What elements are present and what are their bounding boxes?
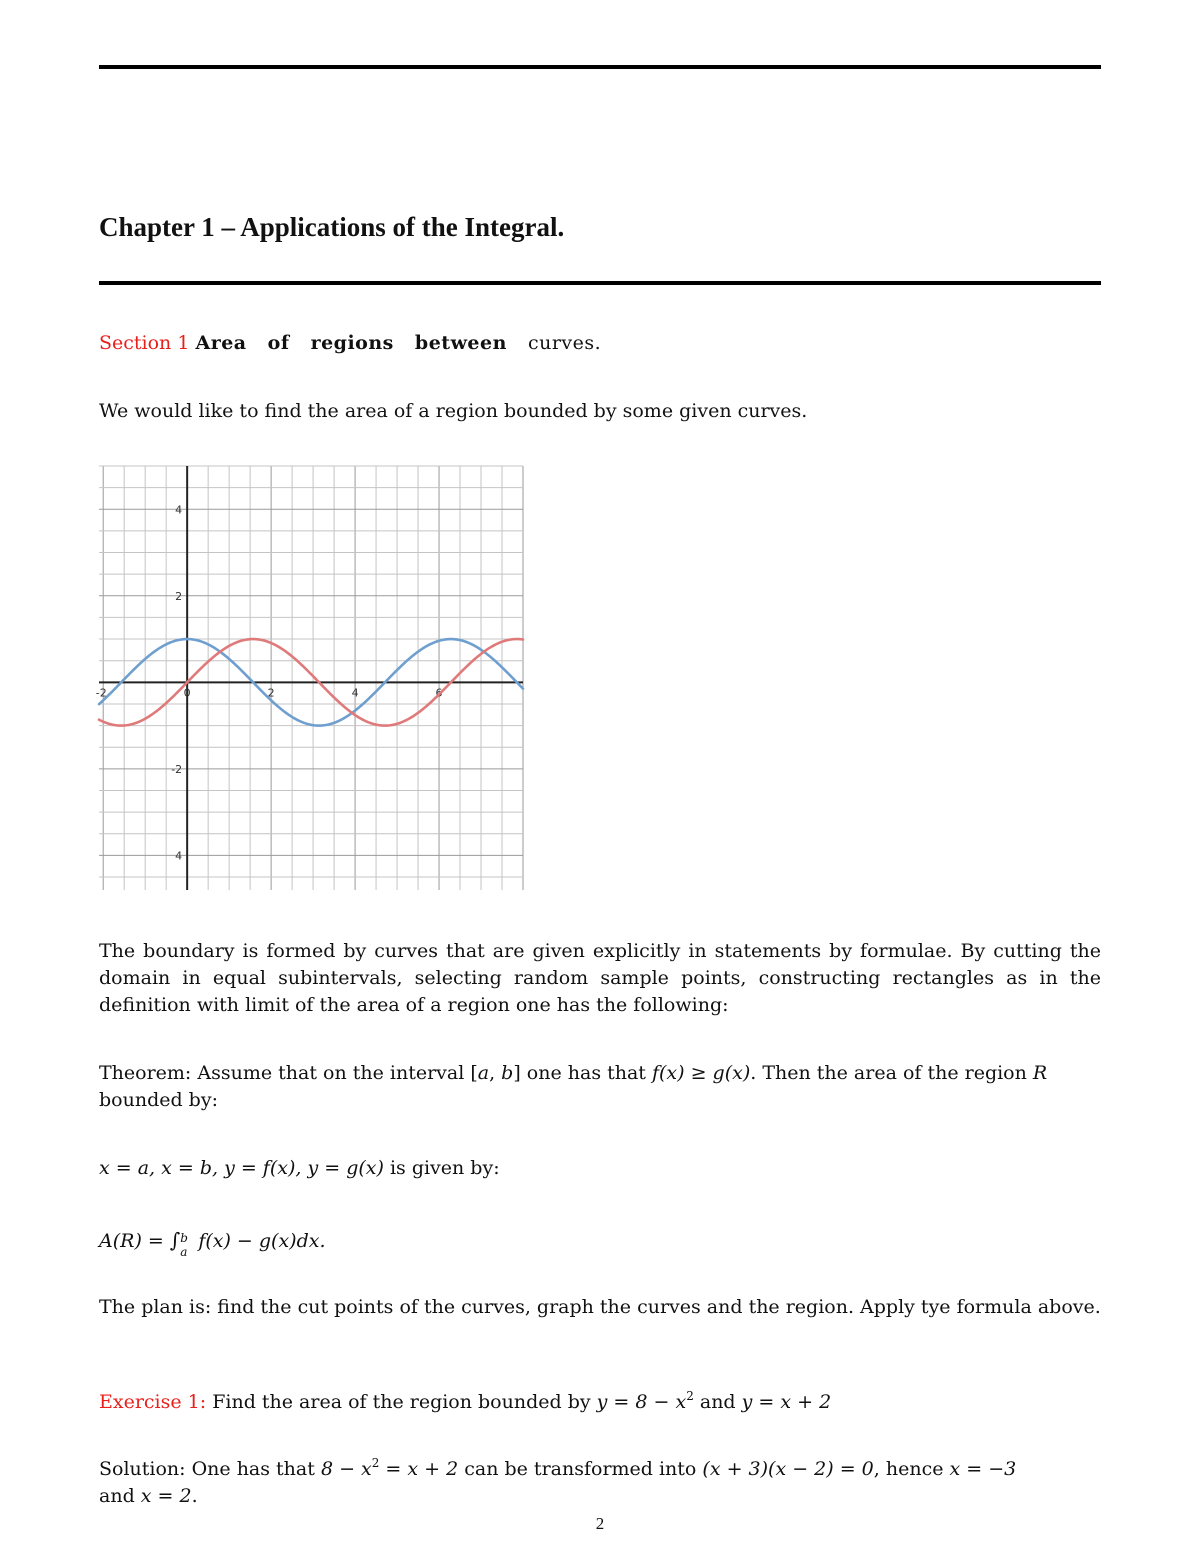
exercise-label: Exercise 1: bbox=[99, 1391, 207, 1413]
solution-equation: 8 − x bbox=[320, 1458, 372, 1480]
chapter-title: Chapter 1 – Applications of the Integral. bbox=[99, 212, 565, 242]
x-tick-label: 2 bbox=[267, 686, 275, 700]
theorem-text: ] one has that bbox=[513, 1062, 652, 1084]
intro-paragraph: We would like to find the area of a region bounded by some given curves. bbox=[99, 400, 808, 422]
section-title-word: regions bbox=[310, 332, 394, 354]
solution-equation: = x + 2 bbox=[379, 1458, 459, 1480]
x-tick-label: 0 bbox=[183, 686, 191, 700]
theorem-paragraph bbox=[99, 1060, 1101, 1114]
theorem-text: bounded by: bbox=[99, 1089, 218, 1111]
section-title-word: Area bbox=[195, 332, 247, 354]
page-number: 2 bbox=[595, 1514, 605, 1533]
section-title-word: curves. bbox=[527, 332, 602, 354]
bounds-equations: x = a, x = b, y = f(x), y = g(x) bbox=[99, 1157, 384, 1179]
top-rule bbox=[99, 65, 1101, 69]
exercise-and: and bbox=[693, 1391, 742, 1413]
section-title-word: between bbox=[414, 332, 507, 354]
theorem-text: Theorem: Assume that on the interval [ bbox=[99, 1062, 478, 1084]
area-integrand: f(x) − g(x)dx. bbox=[192, 1230, 326, 1252]
exercise-equation: y = x + 2 bbox=[741, 1391, 832, 1413]
solution-text: and bbox=[99, 1485, 141, 1507]
solution-text: can be transformed into bbox=[458, 1458, 703, 1480]
integral-limits bbox=[180, 1231, 192, 1259]
y-tick-label: 4 bbox=[175, 849, 183, 863]
theorem-text: . Then the area of the region bbox=[750, 1062, 1033, 1084]
solution-text: Solution: One has that bbox=[99, 1458, 321, 1480]
section-heading bbox=[99, 332, 616, 354]
solution-paragraph bbox=[99, 1456, 1101, 1510]
exercise-equation: y = 8 − x bbox=[596, 1391, 687, 1413]
exercise-text: Find the area of the region bounded by bbox=[206, 1391, 597, 1413]
area-lhs: A(R) = bbox=[99, 1230, 170, 1252]
exercise-paragraph bbox=[99, 1389, 1101, 1416]
upper-limit: b bbox=[180, 1231, 188, 1245]
bounds-paragraph bbox=[99, 1155, 1101, 1182]
bounds-text: is given by: bbox=[383, 1157, 500, 1179]
exponent: 2 bbox=[686, 1389, 694, 1403]
interval-end: b bbox=[501, 1062, 514, 1084]
plan-paragraph: The plan is: find the cut points of the curves, graph the curves and the region. Apply tye formula above. bbox=[99, 1296, 1101, 1318]
region-symbol: R bbox=[1032, 1062, 1048, 1084]
interval-comma: , bbox=[489, 1062, 502, 1084]
section-title-word: of bbox=[267, 332, 290, 354]
lower-limit: a bbox=[180, 1245, 188, 1259]
y-tick-label: 2 bbox=[175, 589, 183, 603]
exponent: 2 bbox=[371, 1456, 380, 1470]
boundary-paragraph: The boundary is formed by curves that are given explicitly in statements by formulae. By cutting the domain in equal subintervals, selecting random sample points, constructing rectangles as in the definition with limit of the area of a region one has the following: bbox=[99, 940, 1101, 1016]
x-tick-label: 6 bbox=[435, 686, 443, 700]
x-tick-label: -2 bbox=[95, 686, 107, 700]
integral-sign: ∫ bbox=[169, 1228, 181, 1252]
title-rule bbox=[99, 281, 1101, 285]
function-graph bbox=[95, 466, 523, 890]
root-two: x = 2 bbox=[140, 1485, 192, 1507]
y-tick-label: -2 bbox=[171, 762, 183, 776]
solution-text: . bbox=[191, 1485, 198, 1507]
interval-start: a bbox=[477, 1062, 490, 1084]
solution-text: , hence bbox=[873, 1458, 950, 1480]
section-label: Section 1 bbox=[99, 332, 190, 354]
y-tick-label: 4 bbox=[175, 503, 183, 517]
root-one: x = −3 bbox=[949, 1458, 1017, 1480]
x-tick-label: 4 bbox=[351, 686, 359, 700]
theorem-inequality: f(x) ≥ g(x) bbox=[651, 1062, 751, 1084]
factored-equation: (x + 3)(x − 2) = 0 bbox=[702, 1458, 874, 1480]
area-formula bbox=[99, 1227, 1101, 1259]
